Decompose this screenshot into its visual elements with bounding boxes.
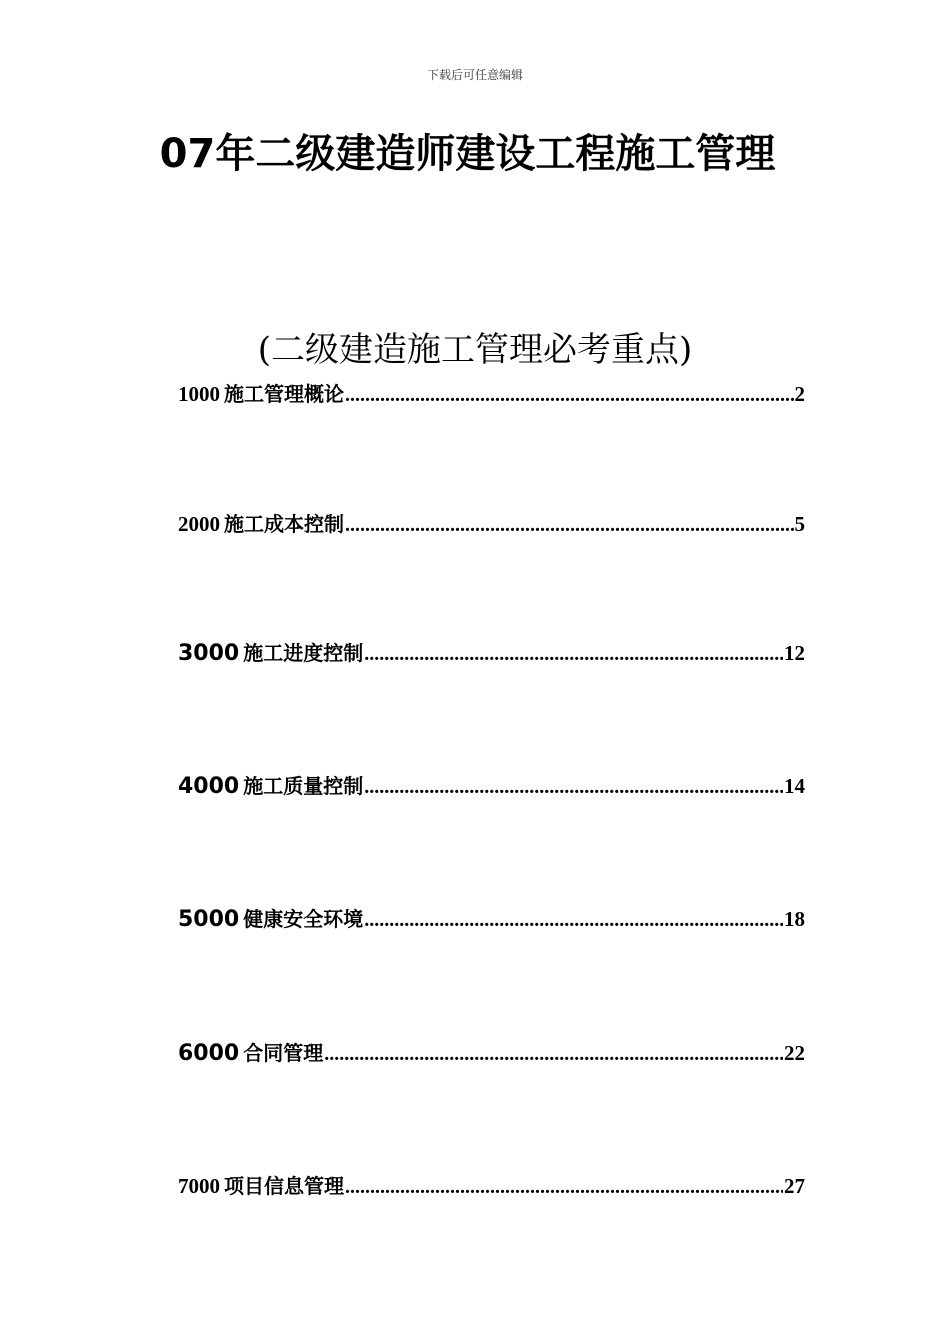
toc-leader-dots: [324, 1043, 783, 1066]
toc-entry-title: 施工成本控制: [224, 512, 344, 536]
toc-entry-title: 合同管理: [243, 1041, 324, 1065]
toc-entry-number: 1000: [178, 382, 220, 406]
toc-leader-dots: [364, 776, 783, 799]
toc-entry-number: 3000: [178, 641, 240, 666]
toc-leader-dots: [364, 909, 783, 932]
toc-entry-number: 5000: [178, 907, 240, 932]
toc-entry-page: 18: [784, 907, 805, 931]
toc-leader-dots: [364, 643, 783, 666]
toc-entry[interactable]: [178, 1037, 805, 1067]
toc-entry[interactable]: [178, 637, 805, 667]
toc-entry[interactable]: [178, 770, 805, 800]
toc-entry-title: 施工管理概论: [224, 382, 344, 406]
toc-entry[interactable]: [178, 508, 805, 538]
toc-entry-number: 7000: [178, 1174, 220, 1198]
toc-entry[interactable]: [178, 903, 805, 933]
toc-entry-title: 施工进度控制: [243, 641, 364, 665]
toc-entry[interactable]: [178, 378, 805, 408]
document-title: 07年二级建造师建设工程施工管理: [159, 131, 776, 177]
toc-entry-page: 22: [784, 1041, 805, 1065]
toc-entry-page: 5: [794, 512, 805, 536]
toc-entry-page: 12: [784, 641, 805, 665]
toc-entry-title: 施工质量控制: [243, 774, 364, 798]
toc-entry-number: 2000: [178, 512, 220, 536]
toc-leader-dots: [345, 384, 794, 407]
document-subtitle: (二级建造施工管理必考重点): [257, 330, 693, 370]
toc-entry-title: 项目信息管理: [224, 1174, 344, 1198]
toc-entry-page: 2: [794, 382, 805, 406]
toc-entry[interactable]: [178, 1170, 805, 1200]
toc-entry-title: 健康安全环境: [243, 907, 364, 931]
toc-entry-number: 6000: [178, 1041, 240, 1066]
header-note: 下载后可任意编辑: [426, 68, 523, 82]
toc-leader-dots: [345, 1176, 783, 1199]
toc-entry-page: 14: [784, 774, 805, 798]
toc-entry-number: 4000: [178, 774, 240, 799]
toc-entry-page: 27: [784, 1174, 805, 1198]
toc-leader-dots: [345, 514, 794, 537]
